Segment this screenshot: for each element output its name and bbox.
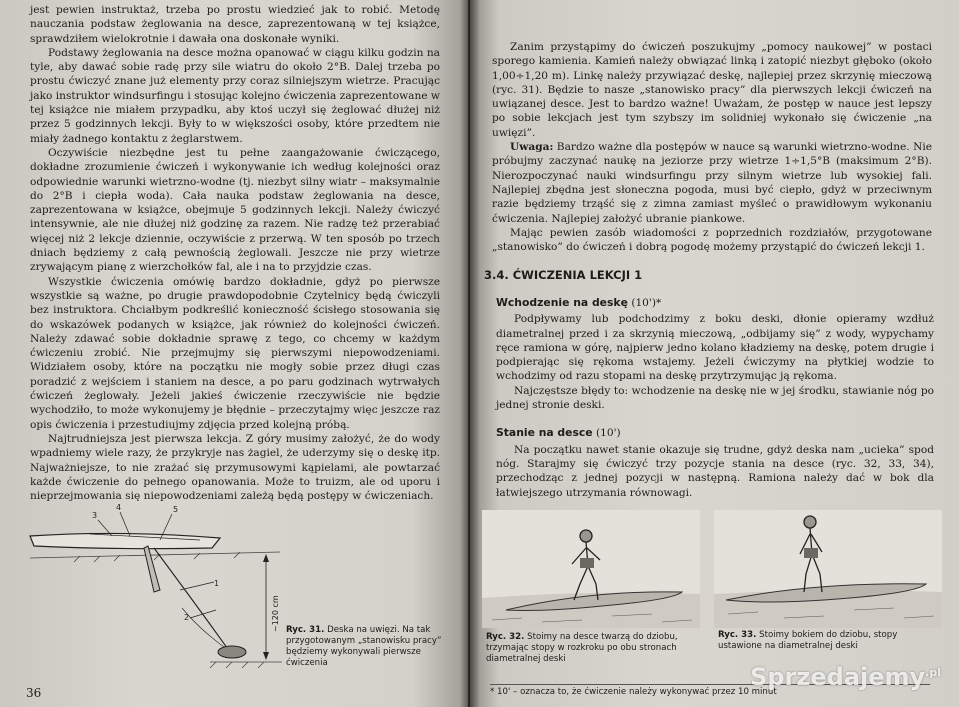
watermark-name: Sprzedajemy (750, 663, 926, 691)
right-paragraph-3: Mając pewien zasób wiadomości z poprzednich rozdziałów, przygotowane „stanowisko” do ćwiczeń i dobrą pogodę możemy przystąpić do ćwiczeń lekcji 1. (492, 226, 932, 254)
figure-label-3: 3 (92, 511, 98, 520)
exercise-1-errors-label: Najczęstsze błędy to: (514, 384, 629, 397)
figure-33-text: Stoimy bokiem do dziobu, stopy ustawione na diametralnej deski (718, 630, 898, 651)
figure-33-caption (718, 630, 944, 652)
left-page-text (30, 3, 440, 503)
figure-label-2: 2 (184, 613, 190, 622)
exercise-1-duration: (10')* (631, 297, 662, 309)
footnote: * 10' – oznacza to, że ćwiczenie należy wykonywać przez 10 minut (490, 684, 930, 697)
exercise-1-title: Wchodzenie na deskę (496, 296, 628, 309)
photo-32 (482, 510, 700, 628)
section-heading: 3.4. ĆWICZENIA LEKCJI 1 (484, 268, 643, 282)
uwaga-label: Uwaga: (510, 141, 554, 154)
photo-33 (714, 510, 942, 628)
exercise-2-heading (496, 426, 934, 440)
page-number: 36 (26, 686, 42, 700)
figure-label-5: 5 (173, 505, 179, 514)
figure-31-label: Ryc. 31. (286, 625, 325, 635)
depth-label: ~120 cm (271, 595, 280, 632)
watermark-logo (750, 663, 941, 691)
exercise-2-title: Stanie na desce (496, 426, 593, 440)
anchor-stone (218, 646, 246, 658)
left-paragraph-1: jest pewien instruktaż, trzeba po prostu wiedzieć jak to robić. Metodę nauczania podstaw żeglowania na desce, zaprezentowaną w tej książce, sprawdziłem wielokrotnie i dawała ona doskonałe wyniki. (30, 4, 440, 45)
exercise-1-text: Podpływamy lub podchodzimy z boku deski, dłonie opieramy wzdłuż diametralnej przed i za skrzynią mieczową, „odbijamy się” z wody, wypychamy ręce ramiona w górę, najpierw jedno kolano kładziemy na deskę, potem drugie i podpierając się rękoma wstajemy. Jeżeli ćwiczymy na płytkiej wodzie to wchodzimy od razu stopami na deskę przytrzymując ją rękoma. (496, 313, 934, 383)
figure-31-text: Deska na uwięzi. Na tak przygotowanym „stanowisku pracy” będziemy wykonywali pierwsze ćwiczenia (286, 625, 442, 668)
figure-label-1: 1 (214, 579, 220, 588)
tether-rope (154, 548, 230, 652)
figure-32-caption (486, 632, 704, 665)
exercise-2-duration: (10') (596, 427, 621, 440)
water-surface (30, 552, 280, 562)
right-paragraph-2-text: Bardzo ważne dla postępów w nauce są warunki wietrzno-wodne. Nie próbujmy zaczynać naukę na jeziorze przy wietrze 1÷1,5°B (maksimum 2°B). Nierozpoczynać nauki windsurfingu przy silnym wietrze lub wysokiej fali. Najlepiej zbędna jest słoneczna pogoda, musi być ciepło, gdyż w przeciwnym razie będziemy trząść się z zimna zamiast myśleć o prawidłowym wykonaniu ćwiczenia. Najlepiej założyć ubranie piankowe. (492, 141, 932, 225)
figure-31-diagram (20, 500, 290, 680)
exercise-1-heading (496, 296, 934, 310)
right-paragraph-1 (492, 40, 932, 140)
right-page-text (492, 40, 932, 254)
exercises-text (496, 296, 934, 500)
right-paragraph-1-text: Zanim przystąpimy do ćwiczeń poszukujmy „pomocy naukowej” w postaci sporego kamienia. Kamień należy obwiązać linką i zatopić niezbyt głęboko (około 1,00÷1,20 m). Linkę należy przywiązać deskę, najlepiej przez skrzynię mieczową (ryc. 31). Będzie to nasze „stanowisko pracy” dla pierwszych lekcji ćwiczeń na uwiązanej desce. Jest to bardzo ważne! Uważam, że postęp w nauce jest lepszy po sobie lekcjach jest tym szybszy im solidniej wykonało się ćwiczenie „na uwięzi”. (492, 41, 932, 139)
right-page (470, 0, 959, 707)
exercise-2-text: Na początku nawet stanie okazuje się trudne, gdyż deska nam „ucieka” spod nóg. Starajmy się ćwiczyć trzy pozycje stania na desce (ryc. 32, 33, 34), przechodząc z jednej pozycji w następną. Ramiona należy dać w bok dla łatwiejszego utrzymania równowagi. (496, 443, 934, 499)
figure-33-label: Ryc. 33. (718, 630, 757, 640)
figure-label-4: 4 (116, 503, 122, 512)
figure-31-caption (286, 625, 446, 669)
book-gutter (460, 0, 480, 707)
left-paragraph-4: Wszystkie ćwiczenia omówię bardzo dokładnie, gdyż po pierwsze wszystkie są ważne, po drugie prawdopodobnie Czytelnicy będą ćwiczyli bez instruktora. Chciałbym podkreślić konieczność ścisłego stosowania się do wskazówek podanych w książce, jak również do kolejności ćwiczeń. Należy zdawać sobie dokładnie sprawę z tego, co chcemy w każdym ćwiczeniu zrobić. Nie przejmujmy się pierwszymi niepowodzeniami. Widziałem osoby, które na początku nie mogły sobie przez długi czas poradzić z wejściem i staniem na desce, a po paru godzinach wytrwałych ćwiczeń żeglowały. Jeżeli jakieś ćwiczenie rzeczywiście nie będzie wychodziło, to może wykonujemy je błędnie – przeczytajmy więc jeszcze raz opis ćwiczenia i przestudiujmy zdjęcia przed kolejną próbą. (30, 275, 440, 431)
left-paragraph-3: Oczywiście niezbędne jest tu pełne zaangażowanie ćwiczącego, dokładne zrozumienie ćwiczeń i wykonywanie ich według kolejności oraz odpowiednie warunki wietrzno-wodne (tj. niezbyt silny wiatr – maksymalnie do 2°B i ciepła woda). Cała nauka podstaw żeglowania na desce, zaprezentowana w książce, obejmuje 5 godzinnych lekcji. Należy ćwiczyć intensywnie, ale nie dłużej niż godzinę za razem. Nie radzę też przerabiać więcej niż 2 lekcje dziennie, oczywiście z przerwą. W ten sposób po trzech dniach będziemy z całą pewnością żeglowali. Jeszcze nie przy wietrze zrywającym pianę z wierzchołków fal, ale i na to przyjdzie czas. (30, 146, 440, 274)
figure-32-label: Ryc. 32. (486, 632, 525, 642)
exercise-1-errors (496, 384, 934, 413)
left-page (0, 0, 468, 707)
exercise-1-errors-text: wchodzenie na deskę nie w jej środku, stawianie nóg po jednej stronie deski. (496, 384, 935, 412)
left-paragraph-2: Podstawy żeglowania na desce można opanować w ciągu kilku godzin na tyle, aby dawać sobie radę przy sile wiatru do około 2°B. Dalej trzeba po prostu ćwiczyć znane już elementy przy coraz silniejszym wietrze. Pracując jako instruktor windsurfingu i stosując kolejno ćwiczenia zaprezentowane w tej książce nie miałem przypadku, aby ktoś uczył się żeglować dłużej niż przez 5 godzinnych lekcji. Były to w większości osoby, które przedtem nie miały żadnego kontaktu z żeglarstwem. (30, 46, 440, 145)
right-paragraph-2 (492, 140, 932, 226)
figure-32-text: Stoimy na desce twarzą do dziobu, trzymając stopy w rozkroku po obu stronach diametralnej deski (486, 632, 678, 664)
watermark-tld: .pl (925, 666, 941, 679)
left-paragraph-5: Najtrudniejsza jest pierwsza lekcja. Z góry musimy założyć, że do wody wpadniemy wiele razy, że przykryje nas żagiel, że uderzymy się o deskę itp. Najważniejsze, to nie zrażać się przymusowymi kąpielami, ale powtarzać każde ćwiczenie do pełnego opanowania. Może to truizm, ale od uporu i nieprzejmowania się niepowodzeniami zależą będą postępy w ćwiczeniach. (30, 432, 440, 503)
